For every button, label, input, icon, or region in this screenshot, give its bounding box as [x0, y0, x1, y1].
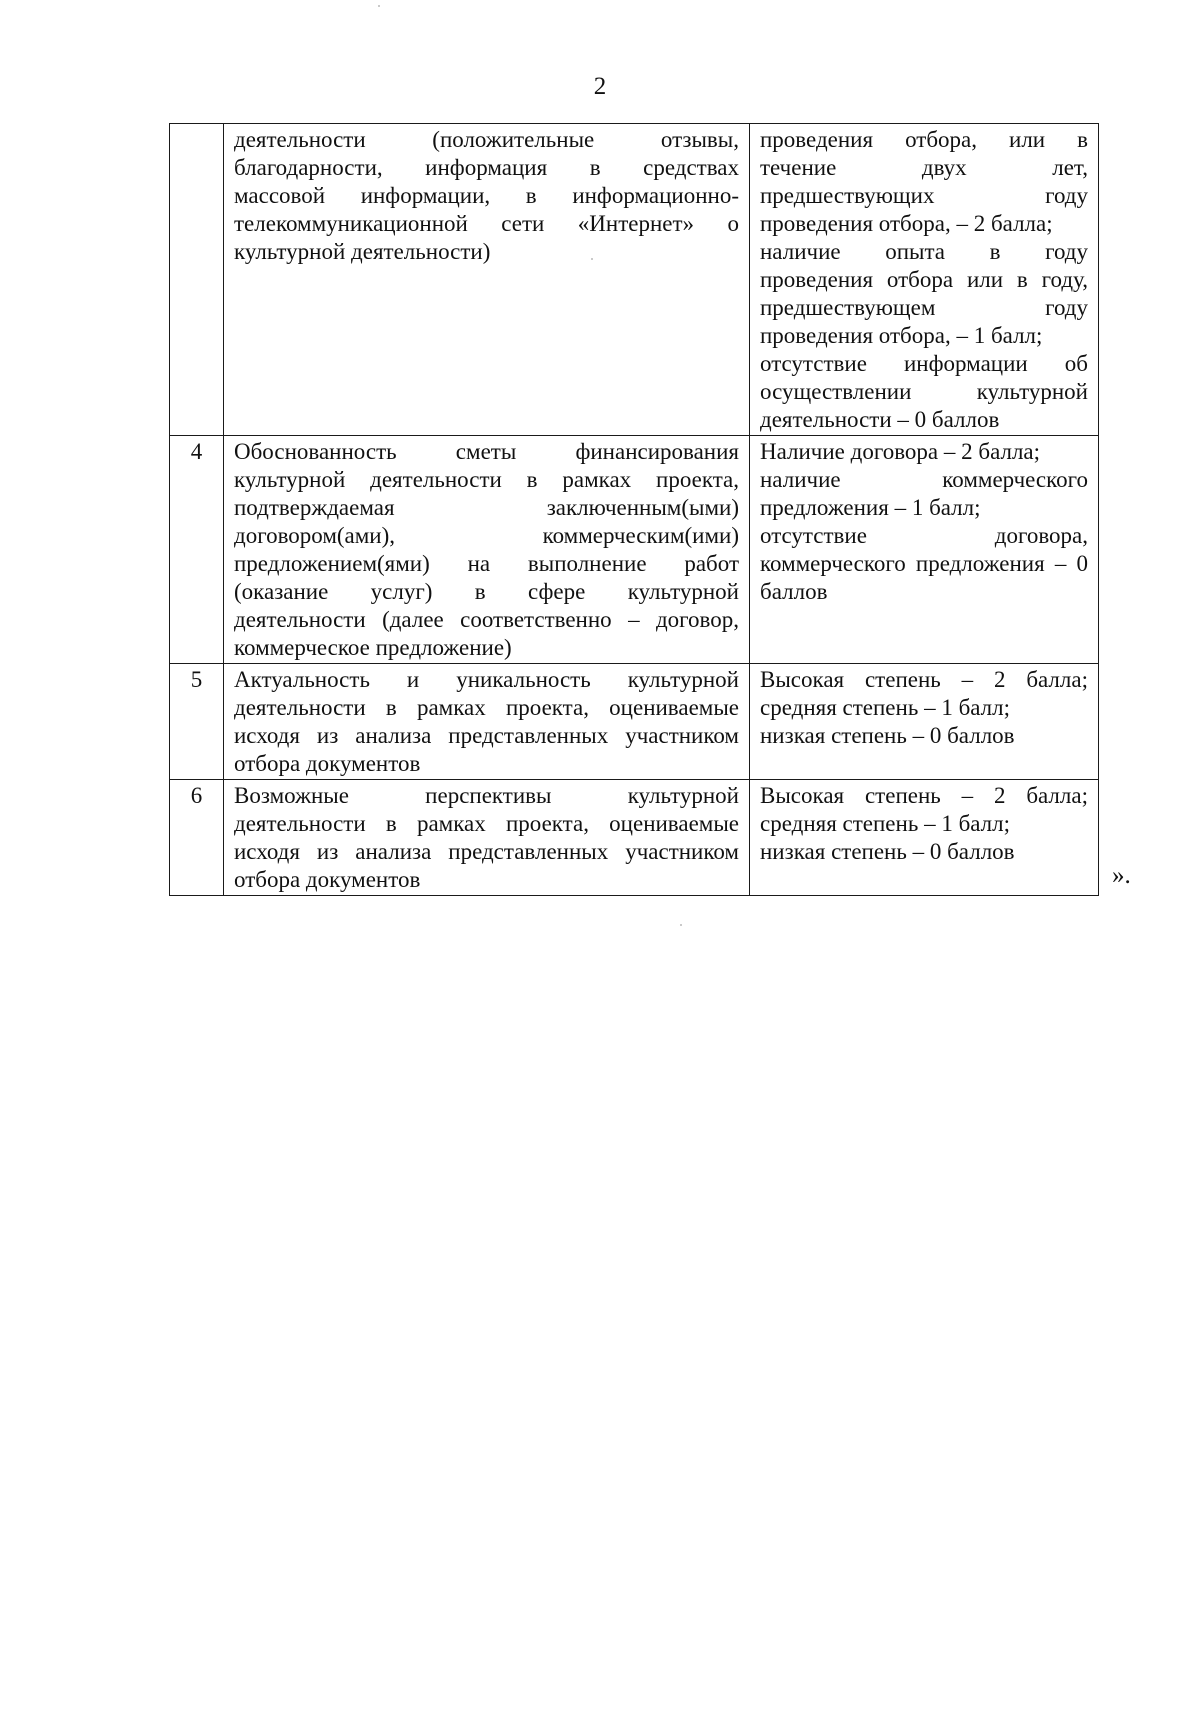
- score-cell: [750, 436, 1099, 664]
- text-line: деятельности – 0 баллов: [760, 407, 1000, 432]
- scan-speck: [591, 258, 593, 260]
- text-line: деятельности (положительные отзывы,: [234, 127, 739, 152]
- text-line: отсутствие договора,: [760, 523, 1088, 548]
- table-row: [170, 436, 1099, 664]
- text-line: Обоснованность сметы финансирования: [234, 439, 739, 464]
- closing-quote-mark: ».: [1112, 862, 1131, 889]
- scan-speck: [378, 5, 380, 7]
- text-line: проведения отбора, – 1 балл;: [760, 323, 1043, 348]
- text-line: средняя степень – 1 балл;: [760, 695, 1011, 720]
- text-line: подтверждаемая заключенным(ыми): [234, 495, 739, 520]
- scan-speck: [680, 924, 682, 926]
- text-line: исходя из анализа представленных участником: [234, 839, 739, 864]
- text-line: (оказание услуг) в сфере культурной: [234, 579, 739, 604]
- table-row: [170, 124, 1099, 436]
- row-number: [170, 124, 224, 436]
- text-line: предшествующих году: [760, 183, 1088, 208]
- text-line: культурной деятельности в рамках проекта,: [234, 467, 739, 492]
- text-line: баллов: [760, 579, 828, 604]
- criterion-cell: [224, 780, 750, 896]
- text-line: предложения – 1 балл;: [760, 495, 981, 520]
- table-row: [170, 780, 1099, 896]
- score-cell: [750, 124, 1099, 436]
- text-line: Наличие договора – 2 балла;: [760, 439, 1041, 464]
- text-line: отбора документов: [234, 867, 421, 892]
- criteria-table: [169, 123, 1099, 896]
- score-cell: [750, 664, 1099, 780]
- text-line: договором(ами), коммерческим(ими): [234, 523, 739, 548]
- text-line: средняя степень – 1 балл;: [760, 811, 1011, 836]
- text-line: проведения отбора, или в: [760, 127, 1088, 152]
- text-line: деятельности (далее соответственно – договор,: [234, 607, 739, 632]
- row-number: 4: [170, 436, 224, 664]
- criterion-cell: [224, 436, 750, 664]
- page-number: 2: [593, 73, 607, 100]
- text-line: наличие опыта в году: [760, 239, 1088, 264]
- text-line: коммерческого предложения – 0: [760, 551, 1088, 576]
- text-line: Возможные перспективы культурной: [234, 783, 739, 808]
- text-line: отбора документов: [234, 751, 421, 776]
- table-row: [170, 664, 1099, 780]
- text-line: низкая степень – 0 баллов: [760, 839, 1015, 864]
- text-line: Актуальность и уникальность культурной: [234, 667, 739, 692]
- score-cell: [750, 780, 1099, 896]
- text-line: Высокая степень – 2 балла;: [760, 783, 1088, 808]
- criterion-cell: [224, 664, 750, 780]
- text-line: предшествующем году: [760, 295, 1088, 320]
- text-line: коммерческое предложение): [234, 635, 512, 660]
- text-line: отсутствие информации об: [760, 351, 1088, 376]
- text-line: осуществлении культурной: [760, 379, 1088, 404]
- text-line: низкая степень – 0 баллов: [760, 723, 1015, 748]
- text-line: культурной деятельности): [234, 239, 491, 264]
- text-line: проведения отбора или в году,: [760, 267, 1088, 292]
- text-line: благодарности, информация в средствах: [234, 155, 739, 180]
- row-number: 6: [170, 780, 224, 896]
- row-number: 5: [170, 664, 224, 780]
- text-line: массовой информации, в информационно-: [234, 183, 739, 208]
- text-line: телекоммуникационной сети «Интернет» о: [234, 211, 739, 236]
- text-line: проведения отбора, – 2 балла;: [760, 211, 1053, 236]
- text-line: течение двух лет,: [760, 155, 1088, 180]
- text-line: деятельности в рамках проекта, оцениваемые: [234, 811, 739, 836]
- text-line: исходя из анализа представленных участником: [234, 723, 739, 748]
- text-line: наличие коммерческого: [760, 467, 1088, 492]
- text-line: деятельности в рамках проекта, оцениваемые: [234, 695, 739, 720]
- text-line: предложением(ями) на выполнение работ: [234, 551, 739, 576]
- text-line: Высокая степень – 2 балла;: [760, 667, 1088, 692]
- criterion-cell: [224, 124, 750, 436]
